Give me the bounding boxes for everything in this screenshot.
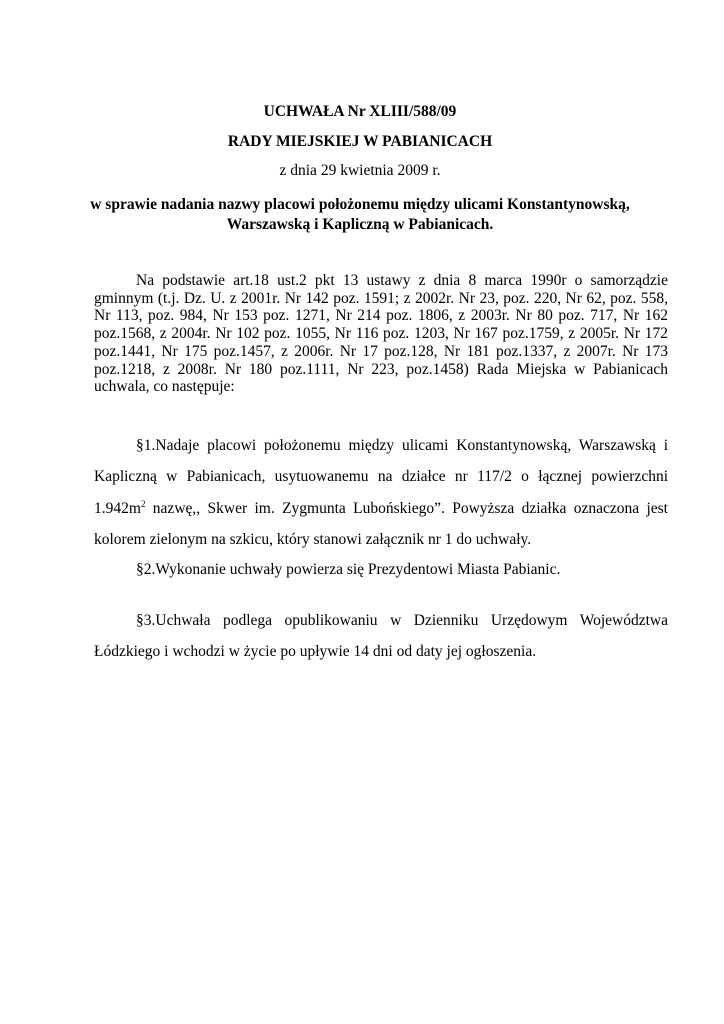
resolution-title: UCHWAŁA Nr XLIII/588/09 [263, 103, 457, 120]
section-2-paragraph: §2.Wykonanie uchwały powierza się Prezydentowi Miasta Pabianic. [136, 561, 561, 578]
section-1-text-end: nazwę,, Skwer im. Zygmunta Lubońskiego”. Powyższa działka oznaczona jest kolorem zielonym na szkicu, który stanowi załącznik nr 1 do uchwały. [94, 499, 668, 548]
section-1-paragraph [94, 430, 668, 555]
resolution-date: z dnia 29 kwietnia 2009 r. [279, 162, 441, 179]
resolution-subject: w sprawie nadania nazwy placowi położonemu między ulicami Konstantynowską, Warszawską i Kapliczną w Pabianicach. [90, 196, 630, 233]
section-3-paragraph: §3.Uchwała podlega opublikowaniu w Dzienniku Urzędowym Województwa Łódzkiego i wchodzi w życie po upływie 14 dni od daty jej ogłoszenia. [94, 612, 668, 661]
council-name: RADY MIEJSKIEJ W PABIANICACH [227, 133, 493, 150]
legal-basis-paragraph: Na podstawie art.18 ust.2 pkt 13 ustawy z dnia 8 marca 1990r o samorządzie gminnym (t.j. Dz. U. z 2001r. Nr 142 poz. 1591; z 2002r. Nr 23, poz. 220, Nr 62, poz. 558, Nr 113, poz. 984, Nr 153 poz. 1271, Nr 214 poz. 1806, z 2003r. Nr 80 poz. 717, Nr 162 poz.1568, z 2004r. Nr 102 poz. 1055, Nr 116 poz. 1203, Nr 167 poz.1759, z 2005r. Nr 172 poz.1441, Nr 175 poz.1457, z 2006r. Nr 17 poz.128, Nr 181 poz.1337, z 2007r. Nr 173 poz.1218, z 2008r. Nr 180 poz.1111, Nr 223, poz.1458) Rada Miejska w Pabianicach uchwala, co następuje: [94, 272, 668, 396]
section-1-text-start: §1.Nadaje placowi położonemu między ulicami Konstantynowską, Warszawską i Kapliczną w Pabianicach, usytuowanemu na działce nr 117/2 o łącznej powierzchni 1.942m [94, 437, 668, 517]
area-unit-superscript: 2 [140, 498, 146, 509]
